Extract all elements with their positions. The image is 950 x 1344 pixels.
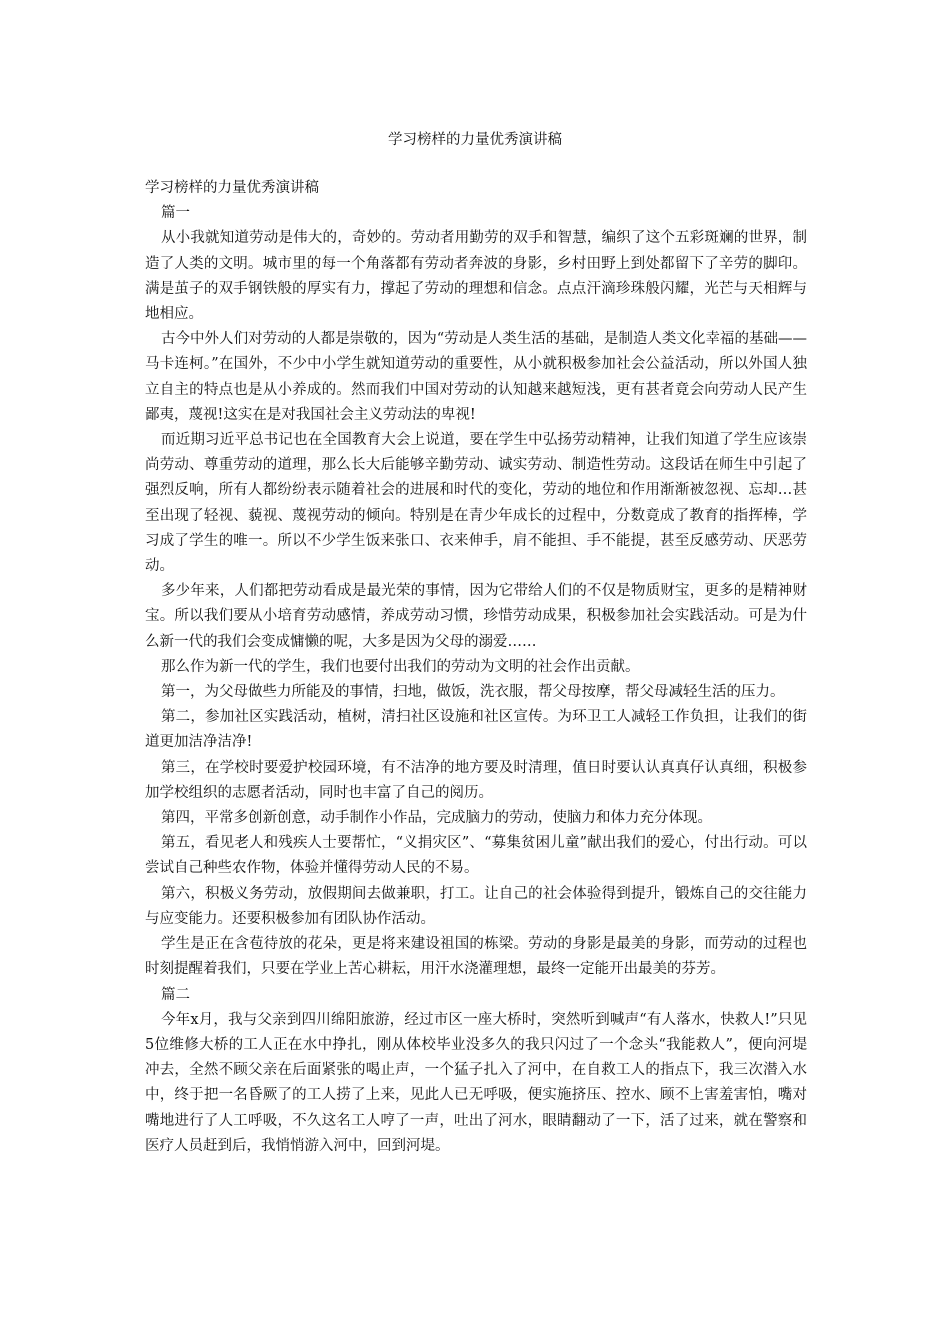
paragraph: 篇二	[161, 986, 190, 1003]
paragraph: 第四，平常多创新创意，动手制作小作品，完成脑力的劳动，使脑力和体力充分体现。	[161, 810, 712, 827]
document-title: 学习榜样的力量优秀演讲稿	[388, 132, 562, 148]
paragraph: 第一，为父母做些力所能及的事情，扫地，做饭，洗衣服，帮父母按摩，帮父母减轻生活的压力。	[161, 684, 785, 701]
paragraph: 那么作为新一代的学生，我们也要付出我们的劳动为文明的社会作出贡献。	[161, 658, 640, 675]
document-body	[145, 176, 807, 1159]
paragraph: 多少年来，人们都把劳动看成是最光荣的事情，因为它带给人们的不仅是物质财宝，更多的是精神财宝。所以我们要从小培育劳动感情，养成劳动习惯，珍惜劳动成果，积极参加社会实践活动。可是为什么新一代的我们会变成慵懒的呢，大多是因为父母的溺爱……	[145, 583, 807, 650]
paragraph: 古今中外人们对劳动的人都是崇敬的，因为“劳动是人类生活的基础，是制造人类文化幸福的基础——马卡连柯。”在国外，不少中小学生就知道劳动的重要性，从小就积极参加社会公益活动，所以外国人独立自主的特点也是从小养成的。然而我们中国对劳动的认知越来越短浅，更有甚者竟会向劳动人民产生鄙夷，蔑视!这实在是对我国社会主义劳动法的卑视!	[145, 331, 807, 423]
paragraph: 第二，参加社区实践活动，植树，清扫社区设施和社区宣传。为环卫工人减轻工作负担，让我们的街道更加洁净洁净!	[145, 709, 807, 751]
paragraph: 第五，看见老人和残疾人士要帮忙，“义捐灾区”、“募集贫困儿童”献出我们的爱心，付出行动。可以尝试自己种些农作物，体验并懂得劳动人民的不易。	[145, 835, 807, 877]
paragraph: 学生是正在含苞待放的花朵，更是将来建设祖国的栋梁。劳动的身影是最美的身影，而劳动的过程也时刻提醒着我们，只要在学业上苦心耕耘，用汗水浇灌理想，最终一定能开出最美的芬芳。	[145, 936, 807, 978]
paragraph: 而近期习近平总书记也在全国教育大会上说道，要在学生中弘扬劳动精神，让我们知道了学生应该崇尚劳动、尊重劳动的道理，那么长大后能够辛勤劳动、诚实劳动、制造性劳动。这段话在师生中引起了强烈反响，所有人都纷纷表示随着社会的进展和时代的变化，劳动的地位和作用渐渐被忽视、忘却…甚至出现了轻视、藐视、蔑视劳动的倾向。特别是在青少年成长的过程中，分数竟成了教育的指挥棒，学习成了学生的唯一。所以不少学生饭来张口、衣来伸手，肩不能担、手不能提，甚至反感劳动、厌恶劳动。	[145, 432, 807, 575]
document-subtitle: 学习榜样的力量优秀演讲稿	[145, 180, 319, 196]
paragraph: 第六，积极义务劳动，放假期间去做兼职，打工。让自己的社会体验得到提升，锻炼自己的交往能力与应变能力。还要积极参加有团队协作活动。	[145, 885, 807, 927]
paragraph: 从小我就知道劳动是伟大的，奇妙的。劳动者用勤劳的双手和智慧，编织了这个五彩斑斓的世界，制造了人类的文明。城市里的每一个角落都有劳动者奔波的身影，乡村田野上到处都留下了辛劳的脚印。满是茧子的双手钢铁般的厚实有力，撑起了劳动的理想和信念。点点汗滴珍珠般闪耀，光芒与天相辉与地相应。	[145, 230, 807, 323]
paragraph: 篇一	[161, 205, 190, 222]
paragraph: 第三，在学校时要爱护校园环境，有不洁净的地方要及时清理，值日时要认认真真仔认真细，积极参加学校组织的志愿者活动，同时也丰富了自己的阅历。	[145, 759, 807, 801]
paragraph: 今年x月，我与父亲到四川绵阳旅游，经过市区一座大桥时，突然听到喊声“有人落水，快救人!”只见5位维修大桥的工人正在水中挣扎，刚从体校毕业没多久的我只闪过了一个念头“我能救人”，便向河堤冲去，全然不顾父亲在后面紧张的喝止声，一个猛子扎入了河中，在自救工人的指点下，我三次潜入水中，终于把一名昏厥了的工人捞了上来，见此人已无呼吸，便实施挤压、控水、顾不上害羞害怕，嘴对嘴地进行了人工呼吸，不久这名工人哼了一声，吐出了河水，眼睛翻动了一下，活了过来，就在警察和医疗人员赶到后，我悄悄游入河中，回到河堤。	[145, 1011, 807, 1154]
